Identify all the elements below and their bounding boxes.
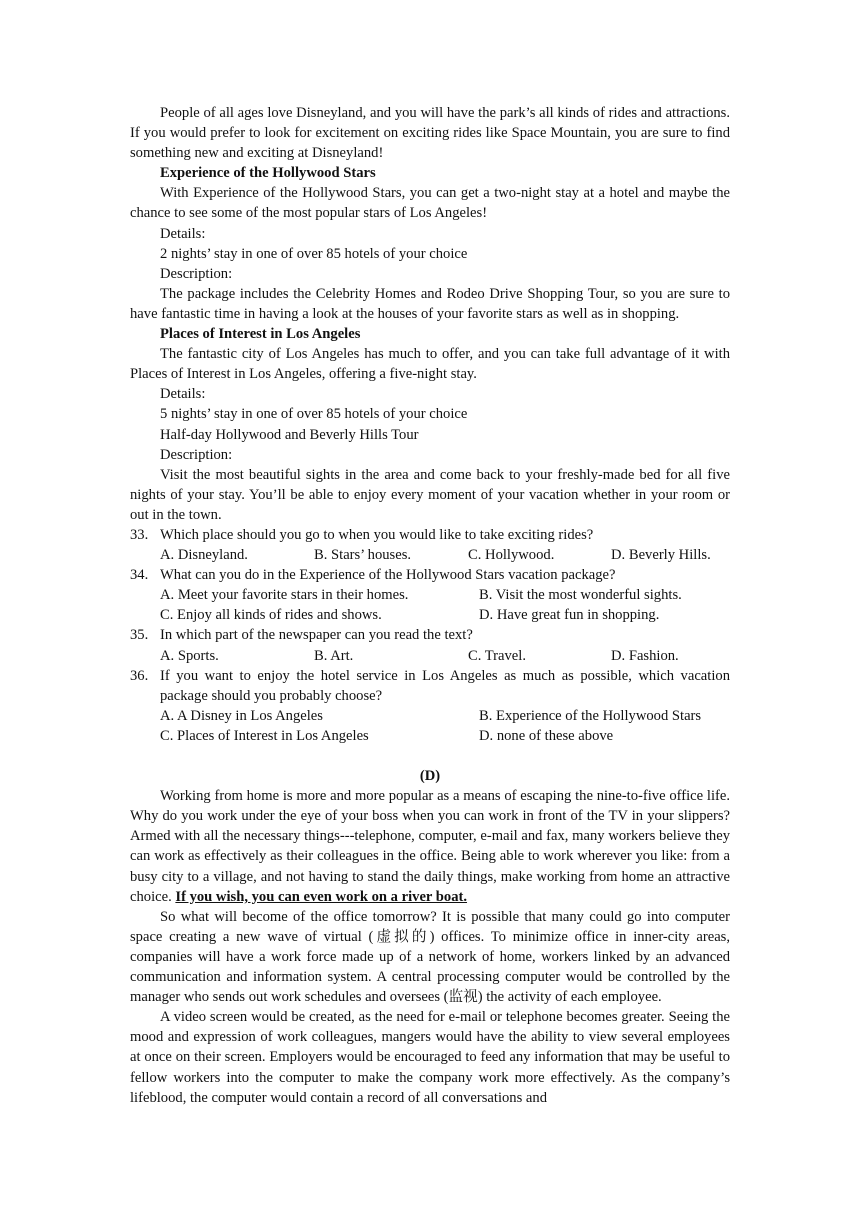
option-b[interactable]: B. Art.: [314, 647, 354, 664]
hollywood-description: The package includes the Celebrity Homes and Rodeo Drive Shopping Tour, so you are sure to have fantastic time in having a look at the houses of your favorite stars as well as in shopping.: [130, 285, 730, 322]
question-33: [130, 525, 730, 545]
option-c[interactable]: C. Enjoy all kinds of rides and shows.: [160, 607, 382, 624]
question-36: [130, 666, 730, 706]
hollywood-stars-heading: Experience of the Hollywood Stars: [160, 165, 376, 182]
places-of-interest-heading: Places of Interest in Los Angeles: [160, 326, 361, 343]
disneyland-paragraph: People of all ages love Disneyland, and you will have the park’s all kinds of rides and attractions. If you would prefer to look for excitement on exciting rides like Space Mountain, you are sure to find something new and exciting at Disneyland!: [130, 105, 730, 162]
places-detail-line-2: Half-day Hollywood and Beverly Hills Tour: [160, 426, 419, 443]
question-34: [130, 565, 730, 585]
places-description: Visit the most beautiful sights in the area and come back to your freshly-made bed for all five nights of your stay. You’ll be able to enjoy every moment of your vacation whether in your room or out in the town.: [130, 466, 730, 523]
option-a[interactable]: A. Sports.: [160, 647, 219, 664]
option-d[interactable]: D. Fashion.: [611, 647, 679, 664]
question-35: [130, 625, 730, 645]
question-35-options: [130, 646, 730, 666]
paragraph-text: Working from home is more and more popular as a means of escaping the nine-to-five office life. Why do you work under the eye of your boss when you can work in front of the TV in your slippers? Armed with all the necessary things---telephone, computer, e-mail and fax, many workers believe they can work as effectively as their colleagues in the office. Being able to work wherever you like: from a busy city to a village, and not having to stand the daily things, make working from home an attractive choice.: [130, 788, 730, 905]
exam-page: [130, 103, 730, 1108]
places-of-interest-paragraph: The fantastic city of Los Angeles has much to offer, and you can take full advantage of it with Places of Interest in Los Angeles, offering a five-night stay.: [130, 346, 730, 383]
question-number: 34.: [130, 567, 149, 584]
option-b[interactable]: B. Experience of the Hollywood Stars: [479, 707, 702, 724]
question-36-options-row-2: [130, 726, 730, 746]
working-from-home-paragraph: [130, 786, 730, 907]
description-label: Description:: [160, 265, 233, 282]
question-text: If you want to enjoy the hotel service in Los Angeles as much as possible, which vacation package should you probably choose?: [160, 667, 730, 704]
details-label: Details:: [160, 386, 206, 403]
option-b[interactable]: B. Stars’ houses.: [314, 547, 412, 564]
option-c[interactable]: C. Hollywood.: [468, 547, 555, 564]
option-b[interactable]: B. Visit the most wonderful sights.: [479, 587, 682, 604]
places-detail-line-1: 5 nights’ stay in one of over 85 hotels of your choice: [160, 406, 468, 423]
spacer: [130, 746, 730, 766]
question-number: 35.: [130, 627, 149, 644]
question-36-options-row-1: [130, 706, 730, 726]
question-text: Which place should you go to when you would like to take exciting rides?: [160, 526, 594, 543]
question-33-options: [130, 545, 730, 565]
hollywood-detail-line: 2 nights’ stay in one of over 85 hotels of your choice: [160, 245, 468, 262]
option-d[interactable]: D. Beverly Hills.: [611, 547, 711, 564]
question-text: What can you do in the Experience of the Hollywood Stars vacation package?: [160, 567, 616, 584]
option-c[interactable]: C. Travel.: [468, 647, 526, 664]
option-d[interactable]: D. Have great fun in shopping.: [479, 607, 660, 624]
question-34-options-row-1: [130, 585, 730, 605]
hollywood-stars-paragraph: With Experience of the Hollywood Stars, you can get a two-night stay at a hotel and maybe the chance to see some of the most popular stars of Los Angeles!: [130, 185, 730, 222]
question-number: 33.: [130, 526, 149, 543]
option-d[interactable]: D. none of these above: [479, 727, 614, 744]
underlined-sentence: If you wish, you can even work on a river boat.: [175, 888, 468, 905]
question-34-options-row-2: [130, 605, 730, 625]
option-a[interactable]: A. Meet your favorite stars in their homes.: [160, 587, 409, 604]
option-a[interactable]: A. Disneyland.: [160, 547, 248, 564]
description-label: Description:: [160, 446, 233, 463]
details-label: Details:: [160, 225, 206, 242]
option-a[interactable]: A. A Disney in Los Angeles: [160, 707, 323, 724]
question-text: In which part of the newspaper can you read the text?: [160, 627, 473, 644]
video-screen-paragraph: A video screen would be created, as the need for e-mail or telephone becomes greater. Seeing the mood and expression of work colleagues, mangers would have the ability to view several employees at once on their screen. Employers would be encouraged to feed any information that may be useful to fellow workers into the computer to make the company work more effectively. As the company’s lifeblood, the computer would contain a record of all conversations and: [130, 1009, 730, 1106]
section-d-heading: (D): [419, 768, 441, 785]
virtual-office-paragraph: So what will become of the office tomorrow? It is possible that many could go into computer space creating a new wave of virtual (虚拟的) offices. To minimize office in inner-city areas, companies will have a work force made up of a network of home, workers linked by an advanced communication and information system. A central processing computer would be controlled by the manager who sends out work schedules and oversees (监视) the activity of each employee.: [130, 908, 730, 1006]
option-c[interactable]: C. Places of Interest in Los Angeles: [160, 727, 369, 744]
question-number: 36.: [130, 667, 149, 684]
